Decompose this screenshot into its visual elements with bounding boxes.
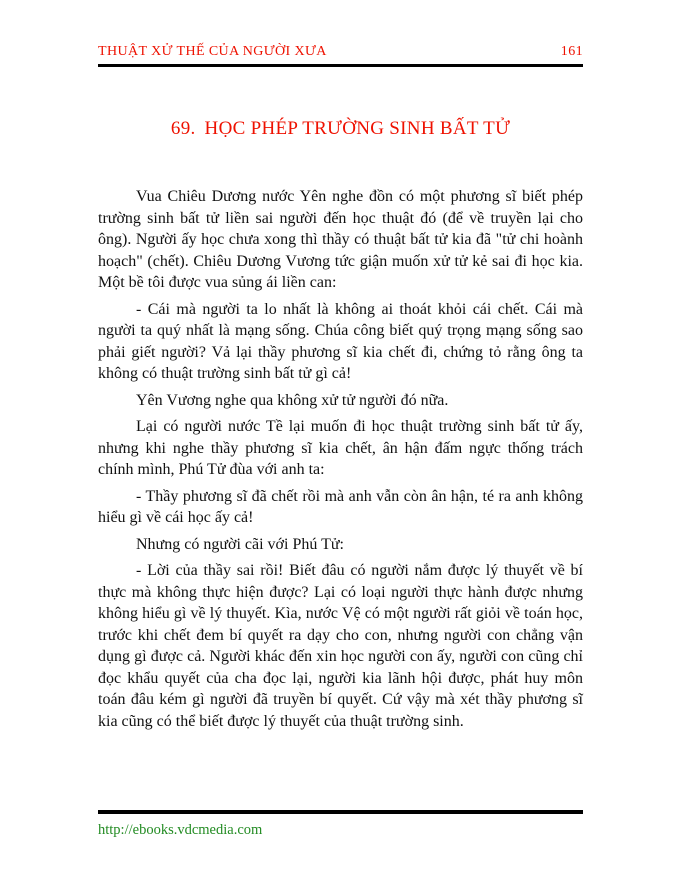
body-text: [98, 186, 583, 732]
paragraph: - Cái mà người ta lo nhất là không ai thoát khỏi cái chết. Cái mà người ta quý nhất là mạng sống. Chúa công biết quý trọng mạng sống sao phải giết người? Vả lại thầy phương sĩ kia chết đi, chứng tỏ rằng ông ta không có thuật trường sinh bất tử gì cả!: [98, 300, 583, 382]
paragraph: Lại có người nước Tề lại muốn đi học thuật trường sinh bất tử ấy, nhưng khi nghe thầy phương sĩ kia chết, ân hận đấm ngực thống trách chính mình, Phú Tử đùa với anh ta:: [98, 418, 583, 478]
page-footer: [98, 810, 583, 839]
footer-rule: [98, 810, 583, 814]
page-number: 161: [560, 44, 583, 59]
chapter-title: HỌC PHÉP TRƯỜNG SINH BẤT TỬ: [204, 118, 511, 139]
header-rule: [98, 64, 583, 67]
footer-url-link[interactable]: http://ebooks.vdcmedia.com: [98, 822, 263, 838]
paragraph: - Thầy phương sĩ đã chết rồi mà anh vẫn còn ân hận, té ra anh không hiểu gì về cái học ấy cả!: [98, 487, 583, 526]
paragraph: - Lời của thầy sai rồi! Biết đâu có người nắm được lý thuyết về bí thực mà không thực hiện được? Lại có loại người thực hành được nhưng không hiểu gì về lý thuyết. Kìa, nước Vệ có một người rất giỏi về toán học, trước khi chết đem bí quyết ra dạy cho con, nhưng người con chẳng vận dụng gì được cả. Người khác đến xin học người con ấy, người con cũng chỉ đọc khẩu quyết của cha đọc lại, người kia lãnh hội được, phát huy môn toán đâu kém gì người đã truyền bí quyết. Cứ vậy mà xét thầy phương sĩ kia cũng có thể biết được lý thuyết của thuật trường sinh.: [98, 562, 583, 730]
paragraph: Yên Vương nghe qua không xử tử người đó nữa.: [136, 391, 449, 409]
chapter-heading: [98, 118, 583, 140]
page-header: [98, 44, 583, 60]
running-title: THUẬT XỬ THẾ CỦA NGƯỜI XƯA: [98, 44, 327, 59]
paragraph: Vua Chiêu Dương nước Yên nghe đồn có một phương sĩ biết phép trường sinh bất tử liền sai người đến học thuật đó (để về truyền lại cho ông). Người ấy học chưa xong thì thầy có thuật bất tử kia đã "tử chi hoành hoạch" (chết). Chiêu Dương Vương tức giận muốn xử tử kẻ sai đi học kia. Một bề tôi được vua sủng ái liền can:: [98, 188, 583, 291]
paragraph: Nhưng có người cãi với Phú Tử:: [136, 535, 344, 553]
chapter-number: 69.: [170, 118, 196, 139]
